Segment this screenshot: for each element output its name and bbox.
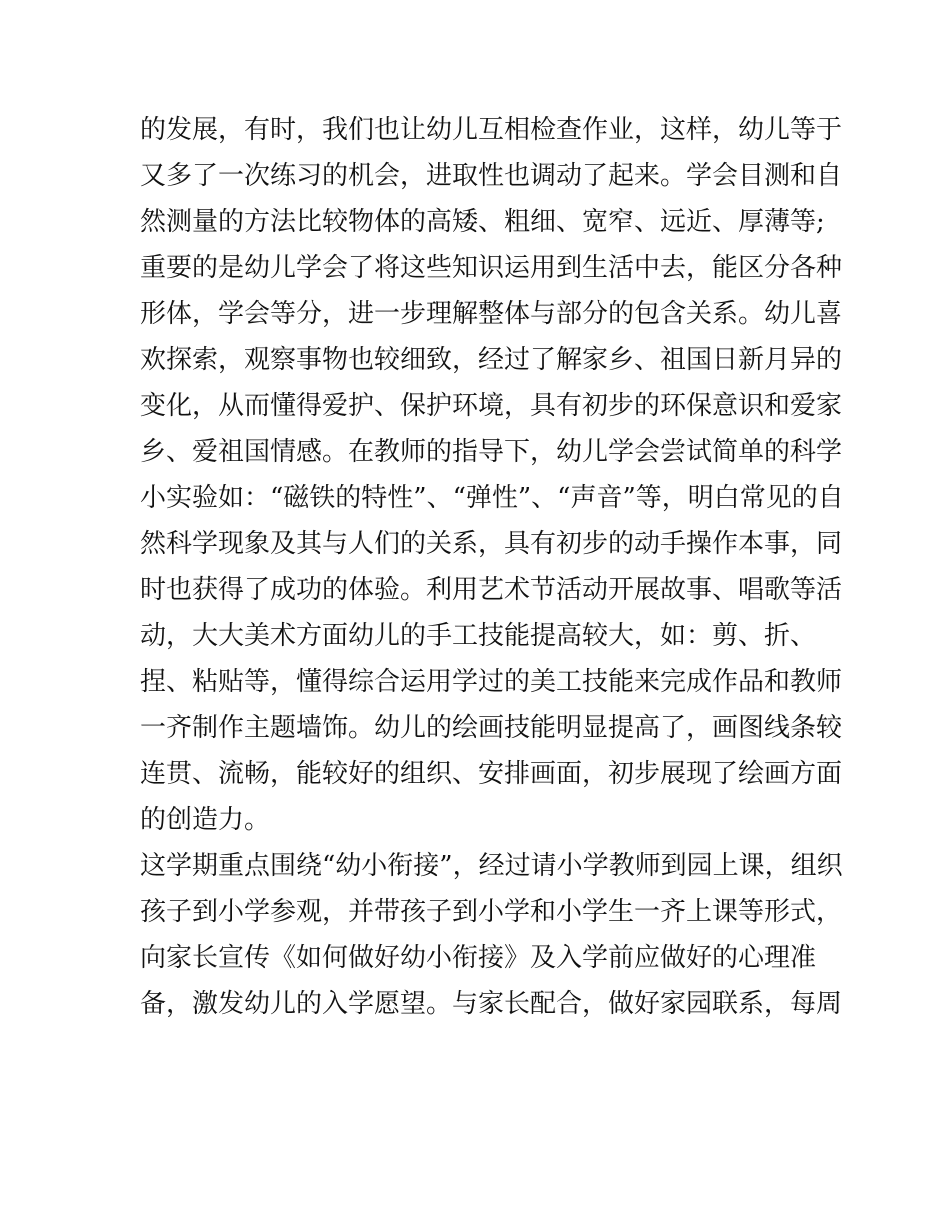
text-line: 形体，学会等分，进一步理解整体与部分的包含关系。幼儿喜 (140, 299, 843, 329)
text-line: 一齐制作主题墙饰。幼儿的绘画技能明显提高了，画图线条较 (140, 713, 843, 743)
text-line: 变化，从而懂得爱护、保护环境，具有初步的环保意识和爱家 (140, 391, 843, 421)
text-line: 欢探索，观察事物也较细致，经过了解家乡、祖国日新月异的 (140, 345, 843, 375)
text-line: 动，大大美术方面幼儿的手工技能提高较大，如：剪、折、 (140, 621, 817, 651)
text-line: 乡、爱祖国情感。在教师的指导下，幼儿学会尝试简单的科学 (140, 437, 843, 467)
text-line: 的发展，有时，我们也让幼儿互相检查作业，这样，幼儿等于 (140, 115, 843, 145)
text-line: 捏、粘贴等，懂得综合运用学过的美工技能来完成作品和教师 (140, 667, 843, 697)
text-line: 备，激发幼儿的入学愿望。与家长配合，做好家园联系，每周 (140, 989, 843, 1019)
text-line: 连贯、流畅，能较好的组织、安排画面，初步展现了绘画方面 (140, 759, 843, 789)
text-line: 小实验如：“磁铁的特性”、“弹性”、“声音”等，明白常见的自 (140, 483, 844, 513)
text-line: 重要的是幼儿学会了将这些知识运用到生活中去，能区分各种 (140, 253, 843, 283)
text-line: 然科学现象及其与人们的关系，具有初步的动手操作本事，同 (140, 529, 843, 559)
text-line: 向家长宣传《如何做好幼小衔接》及入学前应做好的心理准 (140, 943, 817, 973)
text-line: 的创造力。 (140, 805, 271, 835)
text-line: 这学期重点围绕“幼小衔接”，经过请小学教师到园上课，组织 (140, 851, 843, 881)
body-text (140, 107, 844, 1027)
text-line: 然测量的方法比较物体的高矮、粗细、宽窄、远近、厚薄等; (140, 207, 825, 237)
text-line: 又多了一次练习的机会，进取性也调动了起来。学会目测和自 (140, 161, 843, 191)
text-line: 孩子到小学参观，并带孩子到小学和小学生一齐上课等形式， (140, 897, 843, 927)
text-line: 时也获得了成功的体验。利用艺术节活动开展故事、唱歌等活 (140, 575, 843, 605)
